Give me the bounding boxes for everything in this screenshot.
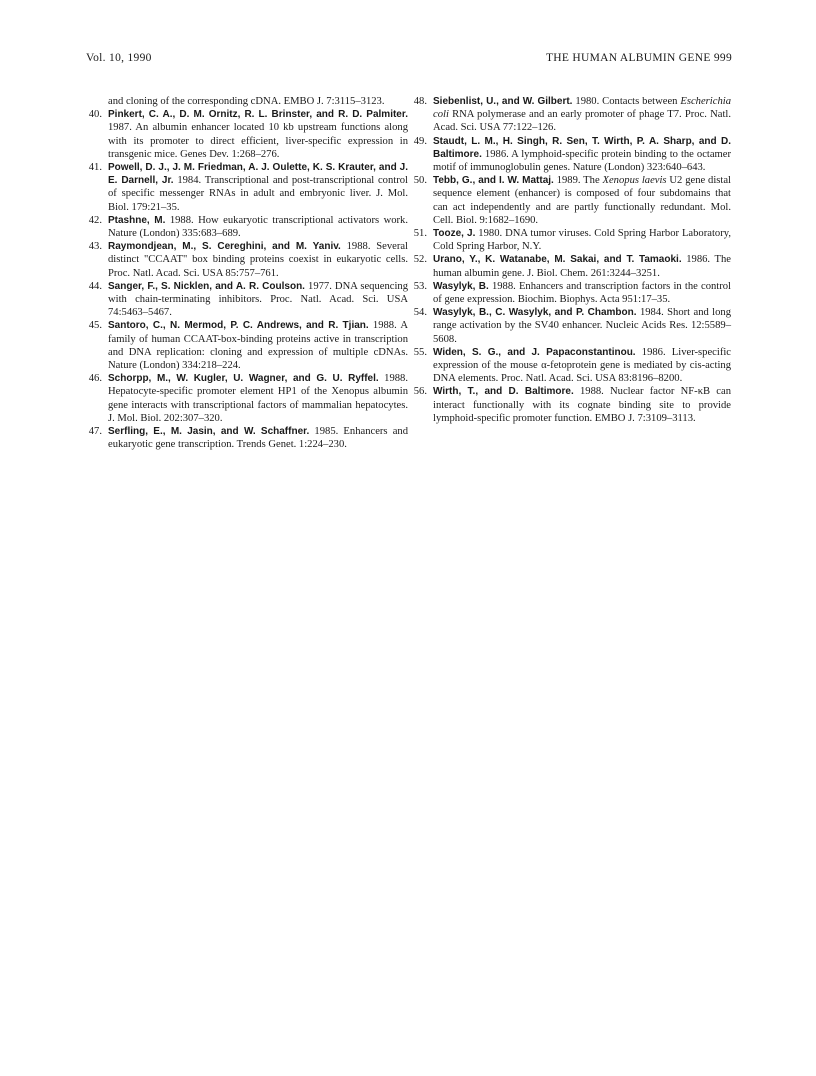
reference-item (86, 240, 408, 280)
reference-authors: Raymondjean, M., S. Cereghini, and M. Yaniv. (108, 241, 341, 253)
reference-authors: Wirth, T., and D. Baltimore. (433, 386, 574, 398)
reference-item (411, 280, 731, 306)
reference-text: 1986. The human albumin gene. J. Biol. Chem. 261:3244–3251. (433, 254, 731, 279)
reference-number: 41. (88, 162, 102, 174)
reference-item (86, 161, 408, 214)
reference-item (86, 108, 408, 161)
reference-item (86, 214, 408, 240)
reference-item (86, 280, 408, 320)
reference-number: 48. (413, 96, 427, 107)
reference-item (411, 253, 731, 279)
reference-authors: Ptashne, M. (108, 214, 166, 226)
reference-number: 49. (413, 135, 427, 147)
reference-item (86, 425, 408, 451)
reference-authors: Schorpp, M., W. Kugler, U. Wagner, and G. U. Ryffel. (108, 373, 379, 385)
reference-item (411, 135, 731, 175)
reference-authors: Santoro, C., N. Mermod, P. C. Andrews, and R. Tjian. (108, 320, 369, 332)
reference-text: 1988. Enhancers and transcription factors in the control of gene expression. Biochim. Biophys. Acta 951:17–35. (433, 280, 731, 306)
reference-italic-term: Escherichia coli (433, 96, 731, 121)
reference-text: 1987. An albumin enhancer located 10 kb upstream functions along with its promoter to direct efficient, liver-specific expression in transgenic mice. Genes Dev. 1:268–276. (108, 122, 408, 160)
reference-number: 56. (413, 386, 427, 398)
reference-text: RNA polymerase and an early promoter of phage T7. Proc. Natl. Acad. Sci. USA 77:122–126. (433, 109, 731, 134)
reference-text: 1988. Several distinct "CCAAT" box binding proteins coexist in eukaryotic cells. Proc. Natl. Acad. Sci. USA 85:757–761. (108, 241, 408, 279)
reference-item (86, 95, 408, 108)
reference-authors: Powell, D. J., J. M. Friedman, A. J. Oulette, K. S. Krauter, and J. E. Darnell, Jr. (108, 162, 408, 187)
reference-item (86, 372, 408, 425)
reference-item (411, 174, 731, 227)
reference-authors: Siebenlist, U., and W. Gilbert. (433, 96, 573, 107)
reference-number: 54. (413, 307, 427, 319)
reference-number: 40. (88, 109, 102, 121)
reference-number: 52. (413, 254, 427, 266)
reference-number: 51. (413, 228, 427, 240)
reference-text: 1988. Hepatocyte-specific promoter element HP1 of the Xenopus albumin gene interacts with transcriptional factors of mammalian hepatocytes. J. Mol. Biol. 202:307–320. (108, 373, 408, 424)
reference-number: 45. (88, 320, 102, 332)
reference-number: 42. (88, 214, 102, 226)
reference-authors: Serfling, E., M. Jasin, and W. Schaffner. (108, 426, 310, 438)
reference-text: 1985. Enhancers and eukaryotic gene transcription. Trends Genet. 1:224–230. (108, 426, 408, 451)
reference-number: 46. (88, 373, 102, 385)
reference-text: 1988. How eukaryotic transcriptional activators work. Nature (London) 335:683–689. (108, 214, 408, 240)
reference-number: 55. (413, 346, 427, 358)
reference-column-left (86, 95, 408, 451)
reference-text: 1980. Contacts between (575, 96, 681, 107)
reference-authors: Wasylyk, B. (433, 280, 489, 292)
reference-authors: Sanger, F., S. Nicklen, and A. R. Coulson. (108, 280, 305, 292)
reference-text: 1988. A family of human CCAAT-box-binding proteins active in transcription and DNA replication: cloning and expression of multiple cDNAs. Nature (London) 334:218–224. (108, 320, 408, 372)
reference-text: 1984. Transcriptional and post-transcriptional control of specific messenger RNAs in adult and embryonic liver. J. Mol. Biol. 179:21–35. (108, 175, 408, 213)
reference-authors: Widen, S. G., and J. Papaconstantinou. (433, 346, 636, 358)
reference-text: 1986. A lymphoid-specific protein binding to the octamer motif of immunoglobulin genes. Nature (London) 323:640–643. (433, 148, 732, 174)
reference-number: 43. (88, 241, 102, 253)
reference-item (411, 227, 731, 253)
journal-volume: Vol. 10, 1990 (86, 52, 152, 64)
reference-authors: Tooze, J. (433, 228, 476, 240)
reference-item (411, 385, 731, 425)
reference-item (411, 346, 731, 386)
reference-item (86, 319, 408, 372)
reference-column-right (411, 95, 731, 425)
reference-text: 1986. Liver-specific expression of the mouse α-fetoprotein gene is mediated by cis-acting DNA elements. Proc. Natl. Acad. Sci. USA 83:8196–8200. (433, 346, 731, 385)
running-title-page-number: THE HUMAN ALBUMIN GENE 999 (545, 52, 732, 64)
reference-number: 47. (88, 426, 102, 438)
running-header (86, 52, 732, 68)
reference-text: 1988. Nuclear factor NF-κB can interact functionally with its cognate binding site to provide lymphoid-specific promoter function. EMBO J. 7:3109–3113. (433, 386, 731, 424)
reference-authors: Pinkert, C. A., D. M. Ornitz, R. L. Brinster, and R. D. Palmiter. (108, 109, 408, 121)
reference-text: and cloning of the corresponding cDNA. EMBO J. 7:3115–3123. (108, 96, 385, 107)
reference-italic-term: Xenopus laevis (602, 175, 667, 187)
reference-authors: Wasylyk, B., C. Wasylyk, and P. Chambon. (433, 307, 637, 319)
reference-number: 53. (413, 280, 427, 292)
reference-text: U2 gene distal sequence element (enhancer) is composed of four subdomains that can act independently and are partly functionally redundant. Mol. Cell. Biol. 9:1682–1690. (433, 175, 731, 226)
reference-number: 50. (413, 175, 427, 187)
reference-text: 1989. The (556, 175, 603, 187)
reference-number: 44. (88, 280, 102, 292)
reference-authors: Tebb, G., and I. W. Mattaj. (433, 175, 554, 187)
reference-text: 1984. Short and long range activation by the SV40 enhancer. Nucleic Acids Res. 12:5589–5608. (433, 307, 732, 345)
reference-authors: Staudt, L. M., H. Singh, R. Sen, T. Wirth, P. A. Sharp, and D. Baltimore. (433, 135, 731, 160)
reference-text: 1980. DNA tumor viruses. Cold Spring Harbor Laboratory, Cold Spring Harbor, N.Y. (433, 228, 731, 253)
reference-authors: Urano, Y., K. Watanabe, M. Sakai, and T. Tamaoki. (433, 254, 682, 266)
reference-item (411, 306, 731, 346)
reference-item (411, 95, 731, 135)
reference-text: 1977. DNA sequencing with chain-terminating inhibitors. Proc. Natl. Acad. Sci. USA 74:5463–5467. (108, 280, 408, 319)
